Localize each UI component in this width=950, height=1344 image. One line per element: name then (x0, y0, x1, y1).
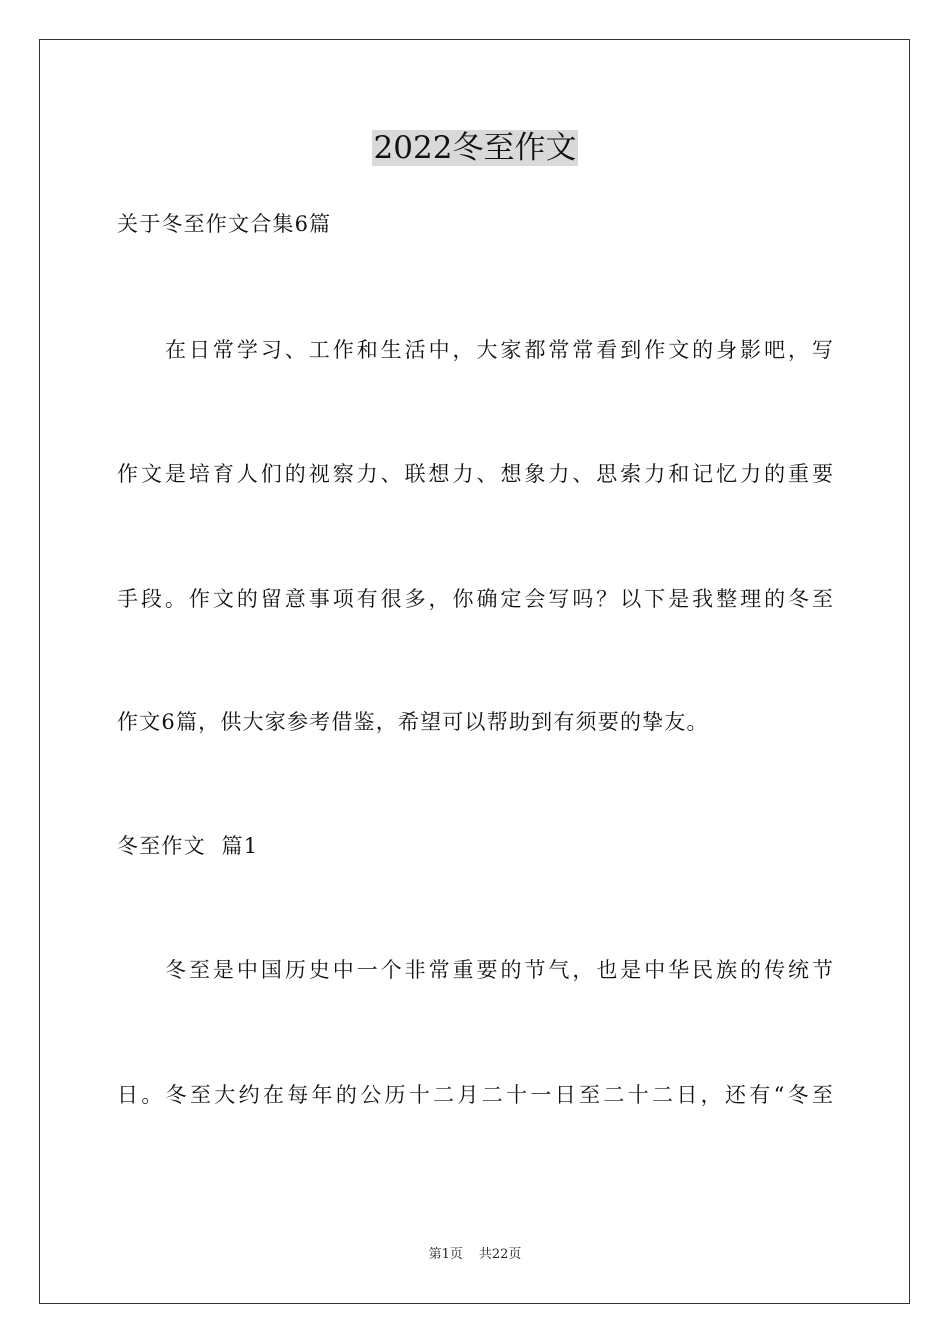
intro-line-1: 在日常学习、工作和生活中，大家都常常看到作文的身影吧，写 (165, 338, 833, 362)
page-footer (0, 1246, 950, 1264)
document-subtitle: 关于冬至作文合集6篇 (117, 212, 332, 236)
intro-line-3: 手段。作文的留意事项有很多，你确定会写吗？以下是我整理的冬至 (117, 587, 833, 611)
section-heading: 冬至作文 篇1 (117, 834, 259, 858)
section-line-1: 冬至是中国历史中一个非常重要的节气，也是中华民族的传统节 (165, 958, 833, 982)
page-number: 第1页 (428, 1247, 463, 1262)
intro-line-4: 作文6篇，供大家参考借鉴，希望可以帮助到有须要的挚友。 (117, 710, 709, 734)
document-title (0, 128, 950, 168)
intro-line-2: 作文是培育人们的视察力、联想力、想象力、思索力和记忆力的重要 (117, 462, 833, 486)
document-title-text: 2022冬至作文 (373, 130, 577, 166)
total-pages: 共22页 (478, 1247, 522, 1262)
section-line-2: 日。冬至大约在每年的公历十二月二十一日至二十二日，还有“冬至 (117, 1083, 833, 1107)
